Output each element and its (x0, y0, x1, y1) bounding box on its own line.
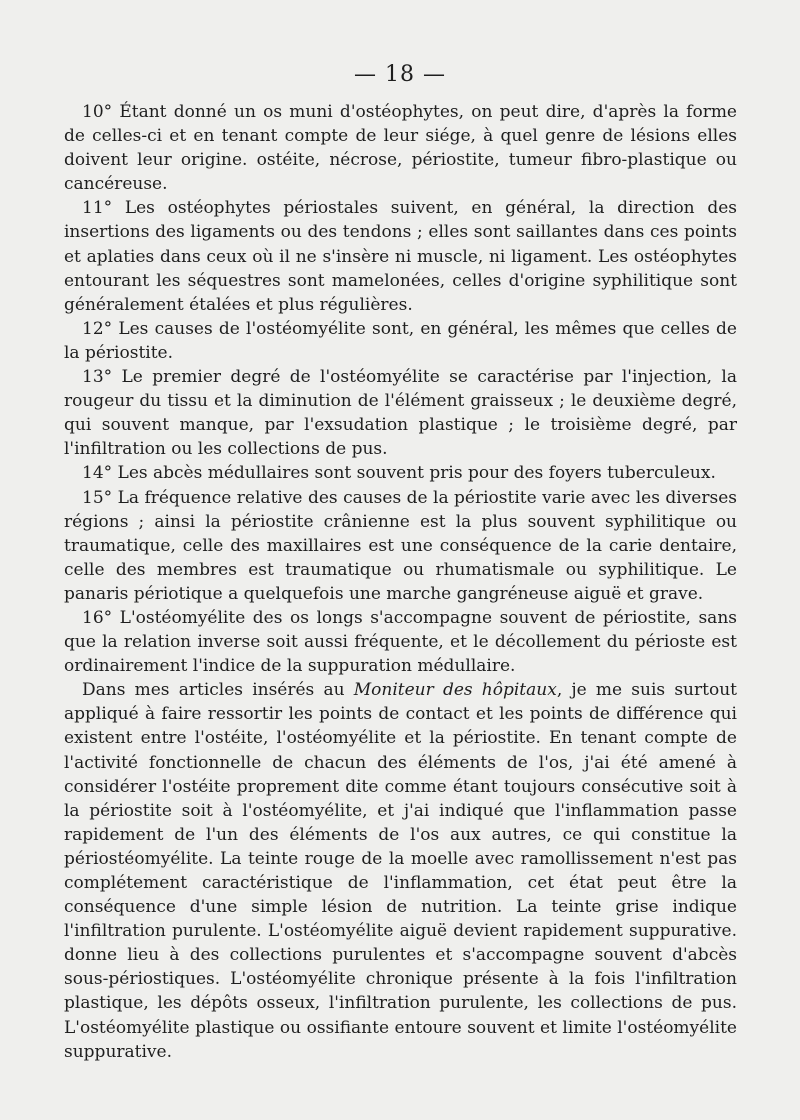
paragraph-12: 12° Les causes de l'ostéomyélite sont, en général, les mêmes que celles de la périostite. (64, 318, 737, 363)
paragraph-15: 15° La fréquence relative des causes de la périostite varie avec les diverses régions ; ainsi la périostite crânienne est la plus souvent syphilitique ou traumatique, celle des maxillaires est une conséquence de la carie dentaire, celle des membres est traumatique ou rhumatismale ou syphilitique. Le panaris périotique a quelquefois une marche gangréneuse aiguë et grave. (64, 487, 737, 604)
journal-title: Moniteur des hôpitaux (353, 680, 557, 701)
closing-text-before: Dans mes articles insérés au (82, 680, 354, 701)
page-number: — 18 — (354, 62, 446, 87)
paragraph-16: 16° L'ostéomyélite des os longs s'accompagne souvent de périostite, sans que la relation inverse soit aussi fréquente, et le décollement du périoste est ordinairement l'indice de la suppuration médullaire. (64, 607, 737, 677)
paragraph-14: 14° Les abcès médullaires sont souvent pris pour des foyers tuberculeux. (82, 463, 716, 484)
paragraph-10: 10° Étant donné un os muni d'ostéophytes, on peut dire, d'après la forme de celles-ci et en tenant compte de leur siége, à quel genre de lésions elles doivent leur origine. ostéite, nécrose, périostite, tumeur fibro-plastique ou cancéreuse. (64, 102, 737, 195)
paragraph-closing (64, 678, 737, 1064)
paragraph-11: 11° Les ostéophytes périostales suivent, en général, la direction des insertions des ligaments ou des tendons ; elles sont saillantes dans ces points et aplaties dans ceux où il ne s'insère ni muscle, ni ligament. Les ostéophytes entourant les séquestres sont mamelonées, celles d'origine syphilitique sont généralement étalées et plus régulières. (64, 198, 737, 315)
paragraph-13: 13° Le premier degré de l'ostéomyélite se caractérise par l'injection, la rougeur du tissu et la diminution de l'élément graisseux ; le deuxième degré, qui souvent manque, par l'exsudation plastique ; le troisième degré, par l'infiltration ou les collections de pus. (64, 367, 737, 460)
closing-text-after: , je me suis surtout appliqué à faire ressortir les points de contact et les points de différence qui existent entre l'ostéite, l'ostéomyélite et la périostite. En tenant compte de l'activité fonctionnelle de chacun des éléments de l'os, j'ai été amené à considérer l'ostéite proprement dite comme étant toujours consécutive soit à la périostite soit à l'ostéomyélite, et j'ai indiqué que l'inflammation passe rapidement de l'un des éléments de l'os aux autres, ce qui constitue la périostéomyélite. La teinte rouge de la moelle avec ramollissement n'est pas complétement caractéristique de l'inflammation, cet état peut être la conséquence d'une simple lésion de nutrition. La teinte grise indique l'infiltration purulente. L'ostéomyélite aiguë devient rapidement suppurative. donne lieu à des collections purulentes et s'accompagne souvent d'abcès sous-périostiques. L'ostéomyélite chronique présente à la fois l'infiltration plastique, les dépôts osseux, l'infiltration purulente, les collections de pus. L'ostéomyélite plastique ou ossifiante entoure souvent et limite l'ostéomyélite suppurative. (64, 680, 737, 1062)
body-text (64, 100, 737, 1064)
